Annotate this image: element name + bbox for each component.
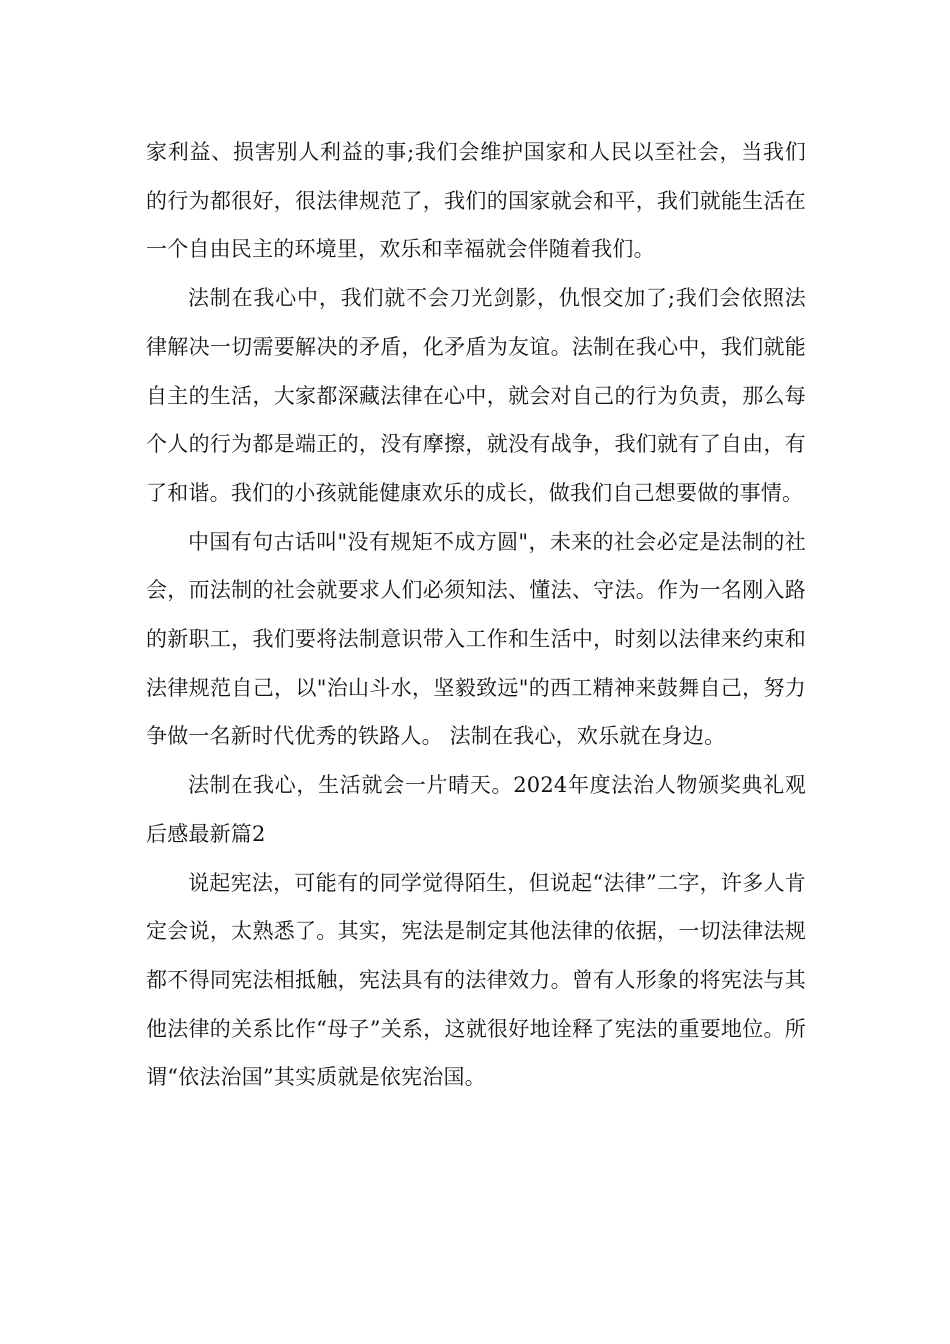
- paragraph-2: 法制在我心中，我们就不会刀光剑影，仇恨交加了;我们会依照法律解决一切需要解决的矛盾，化矛盾为友谊。法制在我心中，我们就能自主的生活，大家都深藏法律在心中，就会对自己的行为负责，那么每个人的行为都是端正的，没有摩擦，就没有战争，我们就有了自由，有了和谐。我们的小孩就能健康欢乐的成长，做我们自己想要做的事情。: [146, 286, 806, 505]
- paragraph-4: 法制在我心，生活就会一片晴天。2024年度法治人物颁奖典礼观后感最新篇2: [146, 773, 806, 846]
- paragraph-3: 中国有句古话叫"没有规矩不成方圆"，未来的社会必定是法制的社会，而法制的社会就要求人们必须知法、懂法、守法。作为一名刚入路的新职工，我们要将法制意识带入工作和生活中，时刻以法律来约束和法律规范自己，以"治山斗水，坚毅致远"的西工精神来鼓舞自己，努力争做一名新时代优秀的铁路人。 法制在我心，欢乐就在身边。: [146, 529, 806, 749]
- document-page: [146, 128, 806, 1102]
- paragraph-5: 说起宪法，可能有的同学觉得陌生，但说起“法律”二字，许多人肯定会说，太熟悉了。其实，宪法是制定其他法律的依据，一切法律法规都不得同宪法相抵触，宪法具有的法律效力。曾有人形象的将宪法与其他法律的关系比作“母子”关系，这就很好地诠释了宪法的重要地位。所谓“依法治国”其实质就是依宪治国。: [146, 870, 806, 1090]
- paragraph-1: 家利益、损害别人利益的事;我们会维护国家和人民以至社会，当我们的行为都很好，很法律规范了，我们的国家就会和平，我们就能生活在一个自由民主的环境里，欢乐和幸福就会伴随着我们。: [146, 140, 806, 262]
